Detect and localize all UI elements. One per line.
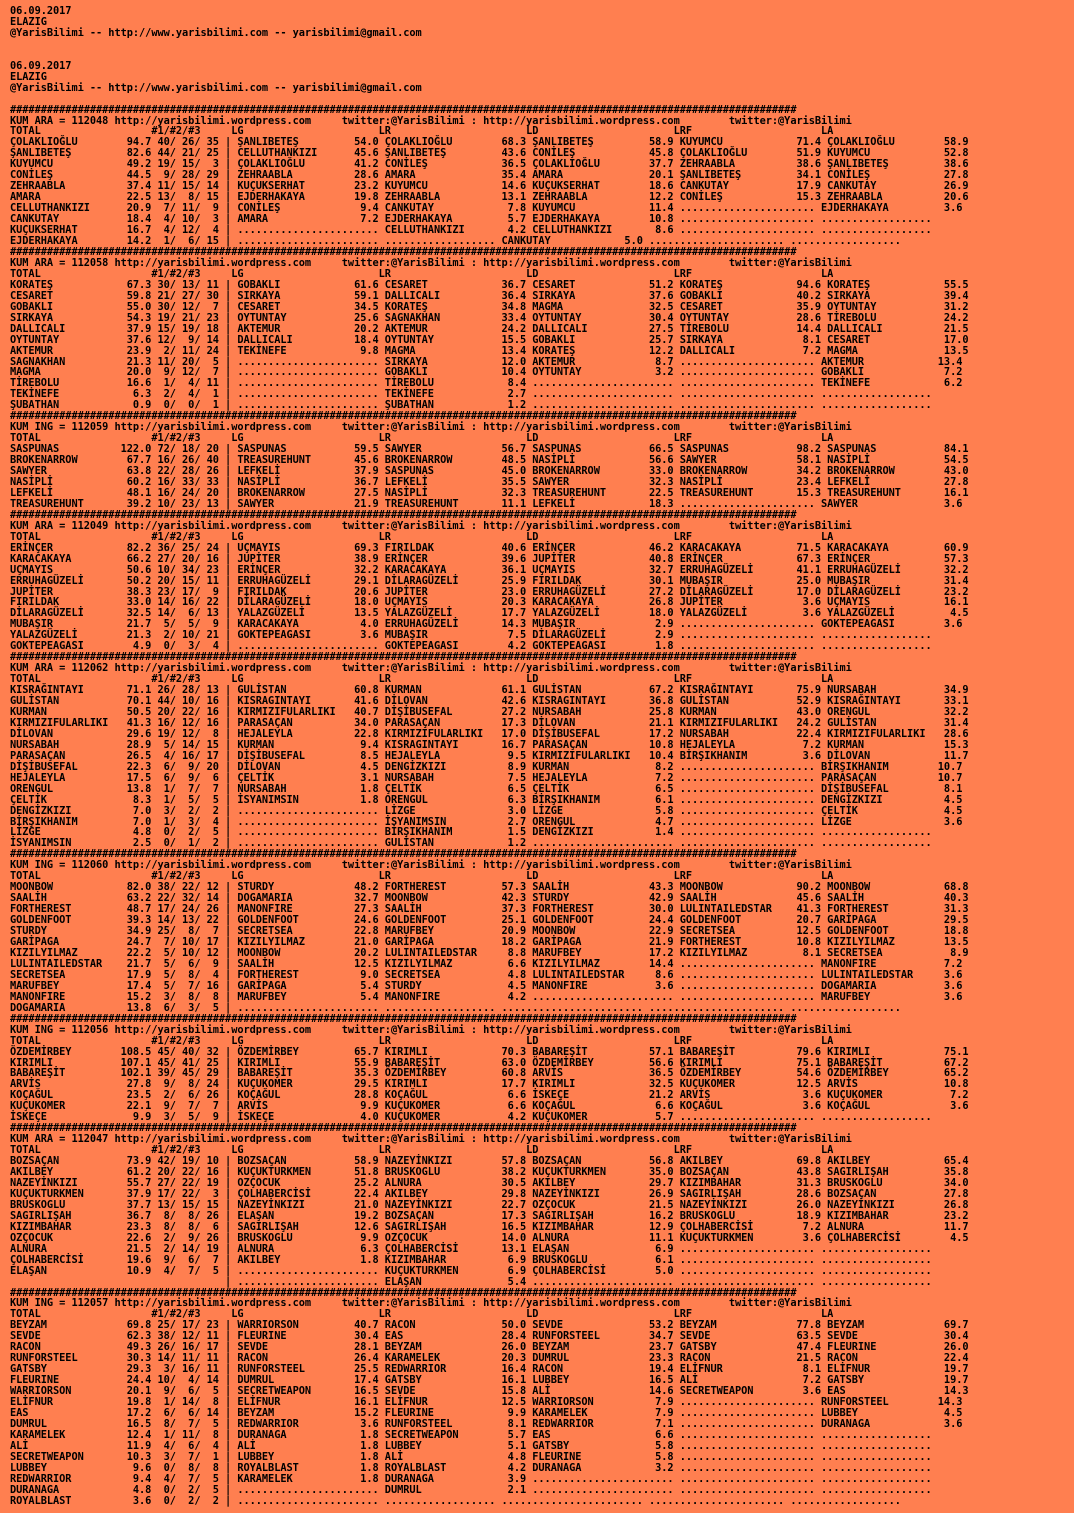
header-date: 06.09.2017	[10, 5, 72, 17]
header-city: ELAZIG	[10, 15, 47, 28]
race-tables: ################################################################################################################################ KUM ARA = 112048 http://yarisbilimi.wordpress.com twitter:@YarisBilimi : http://yarisbilimi.wordpress.com twitter:@YarisBilimi TOTAL #1/#2/#3 LG LR LD LRF LA ÇOLAKLIOĞLU 94.7 40/ 26/ 35 | ŞANLIBETEŞ 54.0 ÇOLAKLIOĞLU 68.3 ŞANLIBETEŞ 58.9 KUYUMCU 71.4 ÇOLAKLIOĞLU 58.9 ŞANLIBETEŞ 82.6 44/ 21/ 25 | CELLUTHANKIZI 45.6 ŞANLIBETEŞ 43.6 CONİLEŞ 45.8 ÇOLAKLIOĞLU 51.9 KUYUMCU 52.8 KUYUMCU 49.2 19/ 15/ 3 | ÇOLAKLIOĞLU 41.2 CONİLEŞ 36.5 ÇOLAKLIOĞLU 37.7 ZEHRAABLA 38.6 ŞANLIBETEŞ 38.6 CONİLEŞ 44.5 9/ 28/ 29 | ZEHRAABLA 28.6 AMARA 35.4 AMARA 20.1 ŞANLIBETEŞ 34.1 CONİLEŞ 27.8 ZEHRAABLA 37.4 11/ 15/ 14 | KUÇUKSERHAT 23.2 KUYUMCU 14.6 KUÇUKSERHAT 18.6 CANKUTAY 17.9 CANKUTAY 26.9 AMARA 22.5 13/ 8/ 15 | EJDERHAKAYA 19.8 ZEHRAABLA 13.1 ZEHRAABLA 12.2 CONİLEŞ 15.3 ZEHRAABLA 20.6 CELLUTHANKIZI 20.9 7/ 11/ 9 | CONİLEŞ 9.4 CANKUTAY 7.8 KUYUMCU 11.4 ...................... EJDERHAKAYA 3.6 CANKUTAY 18.4 4/ 10/ 3 | AMARA 7.2 EJDERHAKAYA 5.7 EJDERHAKAYA 10.8 ...................... .................. KUÇUKSERHAT 16.7 4/ 12/ 4 | ....................... CELLUTHANKIZI 4.2 CELLUTHANKIZI 8.6 ...................... .................. EJDERHAKAYA 14.2 1/ 6/ 15 | ....................... .................. CANKUTAY 5.0 ...................... .................. ################################################################################################################################ KUM ARA = 112058 http://yarisbilimi.wordpress.com twitter:@YarisBilimi : http://yarisbilimi.wordpress.com twitter:@YarisBilimi TOTAL #1/#2/#3 LG LR LD LRF LA KORATEŞ 67.3 30/ 13/ 11 | GOBAKLI 61.6 CESARET 36.7 CESARET 51.2 KORATEŞ 94.6 KORATEŞ 55.5 CESARET 59.8 21/ 27/ 30 | SIRKAYA 59.1 DALLICALI 36.4 SIRKAYA 37.6 GOBAKLI 40.2 SIRKAYA 39.4 GOBAKLI 55.0 30/ 12/ 7 | CESARET 34.5 KORATEŞ 34.8 MAGMA 32.5 CESARET 35.9 OYTUNTAY 31.2 SIRKAYA 54.3 19/ 21/ 23 | OYTUNTAY 25.6 SAGNAKHAN 33.4 OYTUNTAY 30.4 OYTUNTAY 28.6 TİREBOLU 24.2 DALLICALI 37.9 15/ 19/ 18 | AKTEMUR 20.2 AKTEMUR 24.2 DALLICALI 27.5 TİREBOLU 14.4 DALLICALI 21.5 OYTUNTAY 37.6 12/ 9/ 14 | DALLICALI 18.4 OYTUNTAY 15.5 GOBAKLI 25.7 SIRKAYA 8.1 CESARET 17.0 AKTEMUR 23.9 2/ 11/ 24 | TEKİNEFE 9.8 MAGMA 13.4 KORATEŞ 12.2 DALLICALI 7.2 MAGMA 13.5 SAGNAKHAN 21.3 11/ 20/ 5 | ....................... SIRKAYA 12.0 AKTEMUR 8.7 ...................... AKTEMUR 13.4 MAGMA 20.0 9/ 12/ 7 | ....................... GOBAKLI 10.4 OYTUNTAY 3.2 ...................... GOBAKLI 7.2 TİREBOLU 16.6 1/ 4/ 11 | ....................... TİREBOLU 8.4 ....................... ...................... TEKİNEFE 6.2 TEKİNEFE 6.3 2/ 4/ 1 | ....................... TEKİNEFE 2.7 ....................... ...................... .................. ŞUBATHAN 0.9 0/ 0/ 1 | ....................... ŞUBATHAN 1.2 ....................... ...................... .................. ################################################################################################################################ KUM ING = 112059 http://yarisbilimi.wordpress.com twitter:@YarisBilimi : http://yarisbilimi.wordpress.com twitter:@YarisBilimi TOTAL #1/#2/#3 LG LR LD LRF LA SASPUNAS 122.0 72/ 18/ 20 | SASPUNAS 59.5 SAWYER 56.7 SASPUNAS 66.5 SASPUNAS 98.2 SASPUNAS 84.1 BROKENARROW 67.7 16/ 26/ 40 | TREASUREHUNT 45.6 BROKENARROW 48.5 NASİPLİ 56.6 SAWYER 58.1 NASİPLİ 54.5 SAWYER 63.8 22/ 28/ 26 | LEFKELİ 37.9 SASPUNAS 45.0 BROKENARROW 33.0 BROKENARROW 34.2 BROKENARROW 43.0 NASİPLİ 60.2 16/ 33/ 33 | NASİPLİ 36.7 LEFKELİ 35.5 SAWYER 32.3 NASİPLİ 23.4 LEFKELİ 27.8 LEFKELİ 48.1 16/ 24/ 20 | BROKENARROW 27.5 NASİPLİ 32.3 TREASUREHUNT 22.5 TREASUREHUNT 15.3 TREASUREHUNT 16.1 TREASUREHUNT 39.2 10/ 23/ 13 | SAWYER 21.9 TREASUREHUNT 11.1 LEFKELİ 18.3 ...................... SAWYER 3.6 ################################################################################################################################ KUM ARA = 112049 http://yarisbilimi.wordpress.com twitter:@YarisBilimi : http://yarisbilimi.wordpress.com twitter:@YarisBilimi TOTAL #1/#2/#3 LG LR LD LRF LA ERİNÇER 82.2 36/ 25/ 24 | UÇMAYIS 69.3 FIRILDAK 40.6 ERİNÇER 46.2 KARACAKAYA 71.5 KARACAKAYA 60.9 KARACAKAYA 66.2 27/ 20/ 16 | JUPİTER 38.9 ERİNÇER 39.6 JUPİTER 40.8 ERİNÇER 67.3 ERİNÇER 57.3 UÇMAYIS 50.6 10/ 34/ 23 | ERİNÇER 32.2 KARACAKAYA 36.1 UÇMAYIS 32.7 ERRUHAGÜZELİ 41.1 ERRUHAGÜZELİ 32.2 ERRUHAGÜZELİ 50.2 20/ 15/ 11 | ERRUHAGÜZELİ 29.1 DİLARAGÜZELİ 25.9 FIRILDAK 30.1 MUBAŞIR 25.0 MUBAŞIR 31.4 JUPİTER 38.3 23/ 17/ 9 | FIRILDAK 20.6 JUPİTER 23.0 ERRUHAGÜZELİ 27.2 DİLARAGÜZELİ 17.0 DİLARAGÜZELİ 23.2 FIRILDAK 33.0 14/ 16/ 22 | DİLARAGÜZELİ 18.0 UÇMAYIS 20.3 KARACAKAYA 26.8 JUPİTER 3.6 UÇMAYIS 16.1 DİLARAGÜZELİ 32.5 14/ 6/ 13 | YALAZGÜZELİ 13.5 YALAZGÜZELİ 17.7 YALAZGÜZELİ 18.0 YALAZGÜZELİ 3.6 YALAZGÜZELİ 4.5 MUBAŞIR 21.7 5/ 5/ 9 | KARACAKAYA 4.0 ERRUHAGÜZELİ 14.3 MUBAŞIR 2.9 ...................... GOKTEPEAGASI 3.6 YALAZGÜZELİ 21.3 2/ 10/ 21 | GOKTEPEAGASI 3.6 MUBAŞIR 7.5 DİLARAGÜZELİ 2.9 ...................... .................. GOKTEPEAGASI 4.9 0/ 3/ 4 | ....................... GOKTEPEAGASI 4.2 GOKTEPEAGASI 1.8 ...................... .................. ################################################################################################################################ KUM ARA = 112062 http://yarisbilimi.wordpress.com twitter:@YarisBilimi : http://yarisbilimi.wordpress.com twitter:@YarisBilimi TOTAL #1/#2/#3 LG LR LD LRF LA KISRAĞINTAYI 71.1 26/ 28/ 13 | GULİSTAN 60.8 KURMAN 61.1 GULİSTAN 67.2 KISRAĞINTAYI 75.9 NURSABAH 34.9 GULİSTAN 70.1 44/ 10/ 16 | KISRAGINTAYI 41.6 DİLOVAN 42.6 KISRAGINTAYI 36.8 GULİSTAN 52.9 KISRAĞINTAYI 33.1 KURMAN 50.5 20/ 22/ 16 | KIRMIZIFULARLIKI 40.7 DİŞİBUSEFAL 27.2 NURSABAH 25.8 KURMAN 43.0 ORENGUL 32.2 KIRMIZIFULARLIKI 41.3 16/ 12/ 16 | PARASAÇAN 34.0 PARASAÇAN 17.3 DİLOVAN 21.1 KIRMIZIFULARLIKI 24.2 GULİSTAN 31.4 DİLOVAN 29.6 19/ 12/ 8 | HEJALEYLA 22.8 KIRMIZIFULARLIKI 17.0 DİŞİBUSEFAL 17.2 NURSABAH 22.4 KIRMIZIFULARLIKI 28.6 NURSABAH 28.9 5/ 14/ 15 | KURMAN 9.4 KISRAGINTAYI 16.7 PARASAÇAN 10.8 HEJALEYLA 7.2 KURMAN 15.3 PARASAÇAN 26.5 4/ 16/ 17 | DİŞİBUSEFAL 8.5 HEJALEYLA 9.5 KIRMIZIFULARLIKI 10.4 BİRŞIKHANIM 3.6 DİLOVAN 11.7 DİŞİBUSEFAL 22.3 6/ 9/ 20 | DİLOVAN 4.5 DENGİZKIZI 8.9 KURMAN 8.2 ...................... BİRŞIKHANIM 10.7 HEJALEYLA 17.5 6/ 9/ 6 | ÇELTİK 3.1 NURSABAH 7.5 HEJALEYLA 7.2 ...................... PARASAÇAN 10.7 ORENGUL 13.8 1/ 7/ 7 | NURSABAH 1.8 ÇELTİK 6.5 ÇELTİK 6.5 ...................... DİŞİBUSEFAL 8.1 ÇELTİK 8.3 1/ 5/ 5 | İSYANIMSIN 1.8 ORENGUL 6.3 BİRŞIKHANIM 6.1 ...................... DENGİZKIZI 4.5 DENGİZKIZI 7.0 3/ 2/ 2 | ....................... LİZGE 3.0 LİZGE 5.8 ...................... ÇELTİK 4.5 BİRŞIKHANIM 7.0 1/ 3/ 4 | ....................... İSYANIMSIN 2.7 ORENGUL 4.7 ...................... LİZGE 3.6 LİZGE 4.8 0/ 2/ 5 | ....................... BİRŞIKHANIM 1.5 DENGİZKIZI 1.4 ...................... .................. İSYANIMSIN 2.5 0/ 1/ 2 | ....................... GULİSTAN 1.2 ....................... ...................... .................. ################################################################################################################################ KUM ING = 112060 http://yarisbilimi.wordpress.com twitter:@YarisBilimi : http://yarisbilimi.wordpress.com twitter:@YarisBilimi TOTAL #1/#2/#3 LG LR LD LRF LA MOONBOW 82.0 38/ 22/ 12 | STURDY 48.2 FORTHEREST 57.3 SAALİH 43.3 MOONBOW 90.2 MOONBOW 68.8 SAALİH 63.2 22/ 32/ 14 | DOGAMARIA 32.7 MOONBOW 42.3 STURDY 42.9 SAALİH 45.6 SAALİH 40.3 FORTHEREST 48.7 17/ 24/ 26 | MANONFIRE 27.3 SAALİH 37.3 FORTHEREST 30.0 LULINTAILEDSTAR 41.3 FORTHEREST 31.3 GOLDENFOOT 39.3 14/ 13/ 22 | GOLDENFOOT 24.6 GOLDENFOOT 25.1 GOLDENFOOT 24.4 GOLDENFOOT 20.7 GARİPAGA 29.5 STURDY 34.9 25/ 8/ 7 | SECRETSEA 22.8 MARUFBEY 20.9 MOONBOW 22.9 SECRETSEA 12.5 GOLDENFOOT 18.8 GARİPAGA 24.7 7/ 10/ 17 | KIZILYILMAZ 21.0 GARİPAGA 18.2 GARİPAGA 21.9 FORTHEREST 10.8 KIZILYILMAZ 13.5 KIZILYILMAZ 22.2 5/ 10/ 12 | MOONBOW 20.2 LULINTAILEDSTAR 8.8 MARUFBEY 17.2 KIZILYILMAZ 8.1 SECRETSEA 8.9 LULINTAILEDSTAR 21.7 5/ 6/ 9 | SAALİH 12.5 KIZILYILMAZ 6.6 KIZILYILMAZ 14.4 ...................... MANONFIRE 7.2 SECRETSEA 17.9 5/ 8/ 4 | FORTHEREST 9.0 SECRETSEA 4.8 LULINTAILEDSTAR 8.6 ...................... LULINTAILEDSTAR 3.6 MARUFBEY 17.4 5/ 7/ 16 | GARİPAGA 5.4 STURDY 4.5 MANONFIRE 3.6 ...................... DOGAMARIA 3.6 MANONFIRE 15.2 3/ 8/ 8 | MARUFBEY 5.4 MANONFIRE 4.2 ....................... ...................... MARUFBEY 3.6 DOGAMARIA 13.8 6/ 3/ 5 | ....................... .................. ....................... ...................... .................. ################################################################################################################################ KUM ING = 112056 http://yarisbilimi.wordpress.com twitter:@YarisBilimi : http://yarisbilimi.wordpress.com twitter:@YarisBilimi TOTAL #1/#2/#3 LG LR LD LRF LA ÖZDEMİRBEY 108.5 45/ 40/ 32 | ÖZDEMİRBEY 65.7 KIRIMLI 70.3 BABAREŞİT 57.1 BABAREŞİT 79.6 KIRIMLI 75.1 KIRIMLI 107.1 45/ 41/ 25 | KIRIMLI 55.9 BABAREŞİT 63.0 ÖZDEMİRBEY 56.6 KIRIMLI 75.1 BABAREŞİT 67.2 BABAREŞİT 102.1 39/ 45/ 29 | BABAREŞİT 35.3 ÖZDEMİRBEY 60.8 ARVİS 36.5 ÖZDEMİRBEY 54.6 ÖZDEMİRBEY 65.2 ARVİS 27.8 9/ 8/ 24 | KUÇUKOMER 29.5 KIRIMLI 17.7 KIRIMLI 32.5 KUÇUKOMER 12.5 ARVİS 10.8 KOÇAĞUL 23.5 2/ 6/ 26 | KOÇAĞUL 28.8 KOÇAĞUL 6.6 İSKEÇE 21.2 ARVİS 3.6 KUÇUKOMER 7.2 KUÇUKOMER 22.1 9/ 7/ 7 | ARVİS 9.9 KUÇUKOMER 6.6 KOÇAĞUL 6.6 KOÇAĞUL 3.6 KOÇAĞUL 3.6 İSKEÇE 9.9 3/ 5/ 9 | İSKEÇE 4.0 KUÇUKOMER 4.2 KUÇUKOMER 5.7 ...................... .................. ################################################################################################################################ KUM ARA = 112047 http://yarisbilimi.wordpress.com twitter:@YarisBilimi : http://yarisbilimi.wordpress.com twitter:@YarisBilimi TOTAL #1/#2/#3 LG LR LD LRF LA BOZSAÇAN 73.9 42/ 19/ 10 | BOZSAÇAN 58.9 NAZEYİNKIZI 57.8 BOZSAÇAN 56.8 AKILBEY 69.8 AKILBEY 65.4 AKILBEY 61.2 20/ 22/ 16 | KUÇUKTURKMEN 51.8 BRUSKOGLU 38.2 KUÇUKTURKMEN 35.0 BOZSAÇAN 43.8 SAGIRLIŞAH 35.8 NAZEYİNKIZI 55.7 27/ 22/ 19 | OZÇOCUK 25.2 ALNURA 30.5 AKILBEY 29.7 KIZIMBAHAR 31.3 BRUSKOGLU 34.0 KUÇUKTURKMEN 37.9 17/ 22/ 3 | ÇOLHABERCİSİ 22.4 AKILBEY 29.8 NAZEYİNKIZI 26.9 SAGIRLIŞAH 28.6 BOZSAÇAN 27.8 BRUSKOGLU 37.7 13/ 15/ 15 | NAZEYİNKIZI 21.0 NAZEYİNKIZI 22.7 OZÇOCUK 21.5 NAZEYİNKIZI 26.0 NAZEYİNKIZI 26.8 SAGIRLIŞAH 36.7 8/ 8/ 26 | ELAŞAN 19.2 BOZSAÇAN 17.3 SAGIRLIŞAH 16.2 BRUSKOGLU 18.9 KIZIMBAHAR 23.2 KIZIMBAHAR 23.3 8/ 8/ 6 | SAGIRLIŞAH 12.6 SAGIRLIŞAH 16.5 KIZIMBAHAR 12.9 ÇOLHABERCİSİ 7.2 ALNURA 11.7 OZÇOCUK 22.6 2/ 9/ 26 | BRUSKOGLU 9.9 OZÇOCUK 14.0 ALNURA 11.1 KUÇUKTURKMEN 3.6 ÇOLHABERCİSİ 4.5 ALNURA 21.5 2/ 14/ 19 | ALNURA 6.3 ÇOLHABERCİSİ 13.1 ELAŞAN 6.9 ...................... .................. ÇOLHABERCİSİ 19.6 9/ 6/ 7 | AKILBEY 1.8 KIZIMBAHAR 6.9 BRUSKOGLU 6.1 ...................... .................. ELAŞAN 10.9 4/ 7/ 5 | ....................... KUÇUKTURKMEN 6.9 ÇOLHABERCİSİ 5.0 ...................... .................. | ....................... ELAŞAN 5.4 ....................... ...................... .................. ################################################################################################################################ KUM ING = 112057 http://yarisbilimi.wordpress.com twitter:@YarisBilimi : http://yarisbilimi.wordpress.com twitter:@YarisBilimi TOTAL #1/#2/#3 LG LR LD LRF LA BEYZAM 69.8 25/ 17/ 23 | WARRIORSON 40.7 RACON 50.0 SEVDE 53.2 BEYZAM 77.8 BEYZAM 69.7 SEVDE 62.3 38/ 12/ 11 | FLEURINE 30.4 EAS 28.4 RUNFORSTEEL 34.7 SEVDE 63.5 SEVDE 30.4 RACON 49.3 26/ 16/ 17 | SEVDE 28.1 BEYZAM 26.0 BEYZAM 23.7 GATSBY 47.4 FLEURINE 26.0 RUNFORSTEEL 30.3 14/ 11/ 11 | RACON 26.4 KARAMELEK 20.3 DUMRUL 23.3 RACON 21.5 RACON 22.4 GATSBY 29.3 3/ 16/ 11 | RUNFORSTEEL 25.5 REDWARRIOR 16.4 RACON 19.4 ELİFNUR 8.1 ELİFNUR 19.7 FLEURINE 24.4 10/ 4/ 14 | DUMRUL 17.4 GATSBY 16.1 LUBBEY 16.5 ALİ 7.2 GATSBY 19.7 WARRIORSON 20.1 9/ 6/ 5 | SECRETWEAPON 16.5 SEVDE 15.8 ALİ 14.6 SECRETWEAPON 3.6 EAS 14.3 ELİFNUR 19.8 1/ 14/ 8 | ELİFNUR 16.1 ELİFNUR 12.5 WARRIORSON 7.9 ...................... RUNFORSTEEL 14.3 EAS 17.2 6/ 6/ 14 | BEYZAM 15.2 FLEURINE 9.9 KARAMELEK 7.9 ...................... LUBBEY 4.5 DUMRUL 16.5 8/ 7/ 5 | REDWARRIOR 3.6 RUNFORSTEEL 8.1 REDWARRIOR 7.1 ...................... DURANAGA 3.6 KARAMELEK 12.4 1/ 11/ 8 | DURANAGA 1.8 SECRETWEAPON 5.7 EAS 6.6 ...................... .................. ALİ 11.9 4/ 6/ 4 | ALİ 1.8 LUBBEY 5.1 GATSBY 5.8 ...................... .................. SECRETWEAPON 10.3 3/ 7/ 1 | LUBBEY 1.8 ALİ 4.8 FLEURINE 5.8 ...................... .................. LUBBEY 9.6 0/ 8/ 8 | ROYALBLAST 1.8 ROYALBLAST 4.2 DURANAGA 3.2 ...................... .................. REDWARRIOR 9.4 4/ 7/ 5 | KARAMELEK 1.8 DURANAGA 3.9 ....................... ...................... .................. DURANAGA 4.8 0/ 2/ 5 | ....................... DUMRUL 2.1 ....................... ...................... .................. ROYALBLAST 3.6 0/ 2/ 2 | ....................... .................. ....................... ...................... ..................	[10, 103, 969, 1507]
header-date-repeat: 06.09.2017	[10, 59, 72, 72]
header-contact-repeat: @YarisBilimi -- http://www.yarisbilimi.com -- yarisbilimi@gmail.com	[10, 81, 422, 94]
results-document	[10, 6, 969, 1507]
header-contact: @YarisBilimi -- http://www.yarisbilimi.com -- yarisbilimi@gmail.com	[10, 26, 422, 39]
header-city-repeat: ELAZIG	[10, 70, 47, 83]
